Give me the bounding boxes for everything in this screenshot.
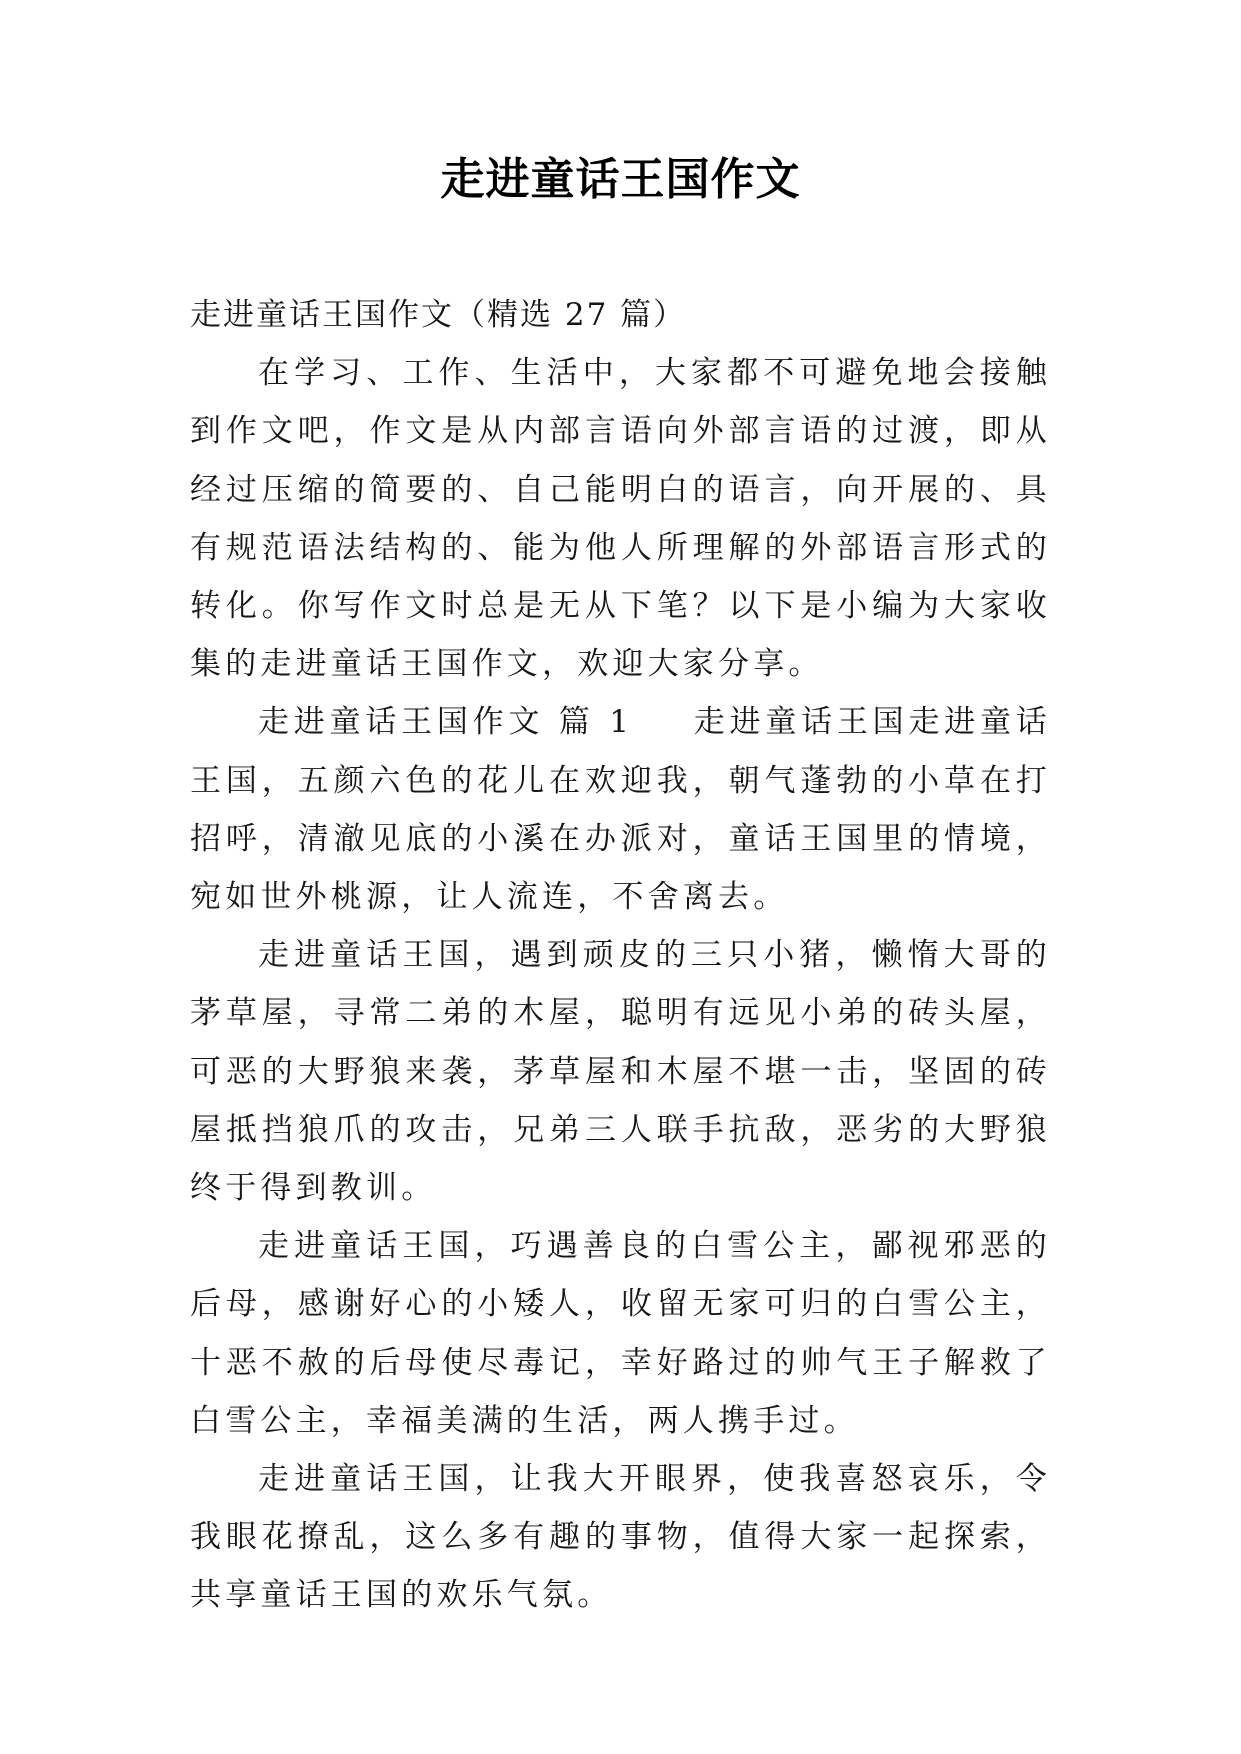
- document-body: [190, 286, 1051, 1625]
- section-heading: 走进童话王国作文 篇 1: [258, 704, 634, 741]
- body-paragraph: 走进童话王国，巧遇善良的白雪公主，鄙视邪恶的后母，感谢好心的小矮人，收留无家可归的白雪公主，十恶不赦的后母使尽毒记，幸好路过的帅气王子解救了白雪公主，幸福美满的生活，两人携手过。: [190, 1228, 1051, 1439]
- section-1-text: 走进童话王国走进童话王国，五颜六色的花儿在欢迎我，朝气蓬勃的小草在打招呼，清澈见底的小溪在办派对，童话王国里的情境，宛如世外桃源，让人流连，不舍离去。: [190, 704, 1051, 916]
- section-1-paragraph: [190, 693, 1051, 926]
- intro-paragraph: 在学习、工作、生活中，大家都不可避免地会接触到作文吧，作文是从内部言语向外部言语的过渡，即从经过压缩的简要的、自己能明白的语言，向开展的、具有规范语法结构的、能为他人所理解的外部语言形式的转化。你写作文时总是无从下笔？以下是小编为大家收集的走进童话王国作文，欢迎大家分享。: [190, 355, 1051, 683]
- document-title: 走进童话王国作文: [440, 154, 801, 205]
- body-paragraph: 走进童话王国，遇到顽皮的三只小猪，懒惰大哥的茅草屋，寻常二弟的木屋，聪明有远见小弟的砖头屋，可恶的大野狼来袭，茅草屋和木屋不堪一击，坚固的砖屋抵挡狼爪的攻击，兄弟三人联手抗敌，恶劣的大野狼终于得到教训。: [190, 937, 1051, 1207]
- document-subtitle: 走进童话王国作文（精选 27 篇）: [190, 297, 687, 333]
- body-paragraph: 走进童话王国，让我大开眼界，使我喜怒哀乐，令我眼花撩乱，这么多有趣的事物，值得大家一起探索，共享童话王国的欢乐气氛。: [190, 1461, 1051, 1614]
